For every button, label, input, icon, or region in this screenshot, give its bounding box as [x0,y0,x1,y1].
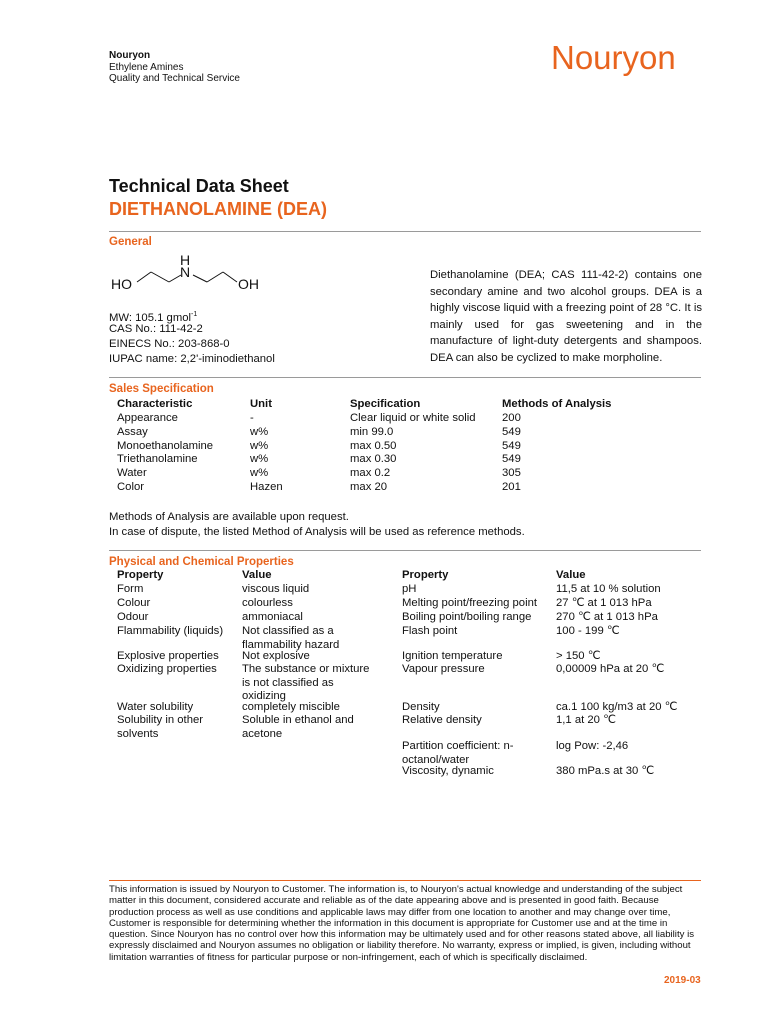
property-value: log Pow: -2,46 [556,740,629,752]
property-value: 27 ℃ at 1 013 hPa [556,597,652,609]
col-header-unit: Unit [250,398,272,410]
table-cell: Monoethanolamine [117,440,214,452]
division-name: Ethylene Amines [109,62,184,73]
property-value: completely miscible [242,701,340,713]
dispute-note: In case of dispute, the listed Method of Analysis will be used as reference methods. [109,526,525,538]
atom-oh: OH [238,276,259,292]
iupac-name: IUPAC name: 2,2'-iminodiethanol [109,353,275,365]
table-cell: max 0.30 [350,453,397,465]
divider [109,550,701,551]
property-name: Water solubility [117,701,194,713]
nouryon-logo [551,32,711,80]
property-name: Flash point [402,625,458,637]
table-cell: Triethanolamine [117,453,198,465]
property-name: Explosive properties [117,650,219,662]
col-header-value: Value [556,569,586,581]
property-name: pH [402,583,417,595]
table-cell: max 0.2 [350,467,391,479]
table-cell: Clear liquid or white solid [350,412,476,424]
table-cell: Appearance [117,412,178,424]
property-value: 0,00009 hPa at 20 ℃ [556,663,665,675]
divider [109,377,701,378]
col-header-methods: Methods of Analysis [502,398,612,410]
section-sales-title: Sales Specification [109,383,214,395]
divider [109,231,701,232]
property-name: Solubility in other solvents [117,714,204,740]
property-value: colourless [242,597,293,609]
col-header-value: Value [242,569,272,581]
document-date: 2019-03 [664,975,701,986]
footer-divider [109,880,701,881]
product-description: Diethanolamine (DEA; CAS 111-42-2) contains one secondary amine and two alcohol groups. DEA is a highly viscose liquid with a freezing point of 28 °C. It is mainly used for gas sweetening and in the manufacture of light-duty detergents and shampoos. DEA can also be cyclized to make morpholine. [430,269,702,364]
col-header-specification: Specification [350,398,421,410]
property-value: > 150 ℃ [556,650,601,662]
department-name: Quality and Technical Service [109,73,240,84]
atom-n: N [180,264,191,280]
property-name: Melting point/freezing point [402,597,538,609]
molecular-weight: MW: 105.1 gmol$^{-1}$ [109,311,198,324]
col-header-property: Property [117,569,164,581]
property-name: Partition coefficient: n-octanol/water [402,740,514,766]
property-name: Density [402,701,440,713]
property-value: ca.1 100 kg/m3 at 20 ℃ [556,701,678,713]
cas-number: CAS No.: 111-42-2 [109,323,203,335]
property-name: Oxidizing properties [117,663,217,675]
methods-note: Methods of Analysis are available upon request. [109,511,349,523]
chemical-structure [109,250,269,298]
property-value: 380 mPa.s at 30 ℃ [556,765,655,777]
property-name: Vapour pressure [402,663,485,675]
table-cell: w% [250,440,269,452]
property-value: ammoniacal [242,611,303,623]
table-cell: max 20 [350,481,388,493]
property-name: Form [117,583,144,595]
property-name: Flammability (liquids) [117,625,224,637]
table-cell: min 99.0 [350,426,394,438]
property-name: Relative density [402,714,482,726]
property-value: 270 ℃ at 1 013 hPa [556,611,658,623]
property-value: The substance or mixture is not classified as oxidizing [242,663,370,702]
property-value: 100 - 199 ℃ [556,625,620,637]
table-cell: 549 [502,453,521,465]
table-cell: w% [250,453,269,465]
table-cell: 305 [502,467,521,479]
table-cell: Hazen [250,481,283,493]
table-cell: Water [117,467,147,479]
company-name: Nouryon [109,50,151,61]
section-general-title: General [109,236,152,248]
table-cell: 200 [502,412,521,424]
atom-ho: HO [111,276,132,292]
table-cell: w% [250,426,269,438]
property-value: Not explosive [242,650,310,662]
property-name: Viscosity, dynamic [402,765,494,777]
property-value: 1,1 at 20 ℃ [556,714,616,726]
col-header-characteristic: Characteristic [117,398,193,410]
property-value: Not classified as a flammability hazard [242,625,340,651]
table-cell: Color [117,481,144,493]
property-name: Colour [117,597,151,609]
col-header-property: Property [402,569,449,581]
table-cell: 549 [502,426,521,438]
logo-text: Nouryon [551,39,676,76]
document-type: Technical Data Sheet [109,176,289,196]
legal-disclaimer: This information is issued by Nouryon to Customer. The information is, to Nouryon's actual knowledge and understanding of the subject matter in this document, considered accurate and reliable as of the date appearing above and is presented in good faith. Because production process as well as use conditions and applicable laws may differ from one location to another and may change over time, Customer is responsible for determining whether the information in this document is appropriate for Customer use and at the time in question. Since Nouryon has no control over how this information may be ultimately used and for other reasons stated above, all liability is expressly disclaimed and Nouryon assumes no obligation or liability therefore. No warranty, express or implied, is given, including without limitation warranties of fitness for particular purpose or non-infringement, each of which is specifically disclaimed. [109,884,694,963]
atom-h: H [180,252,191,268]
property-name: Ignition temperature [402,650,503,662]
property-value: viscous liquid [242,583,310,595]
table-cell: Assay [117,426,148,438]
property-value: 11,5 at 10 % solution [556,583,661,595]
table-cell: w% [250,467,269,479]
table-cell: 549 [502,440,521,452]
table-cell: max 0.50 [350,440,397,452]
table-cell: - [250,412,254,424]
section-physical-title: Physical and Chemical Properties [109,556,294,568]
property-name: Odour [117,611,149,623]
property-name: Boiling point/boiling range [402,611,532,623]
table-cell: 201 [502,481,521,493]
product-name: DIETHANOLAMINE (DEA) [109,199,327,219]
property-value: Soluble in ethanol and acetone [242,714,354,740]
einecs-number: EINECS No.: 203-868-0 [109,338,230,350]
